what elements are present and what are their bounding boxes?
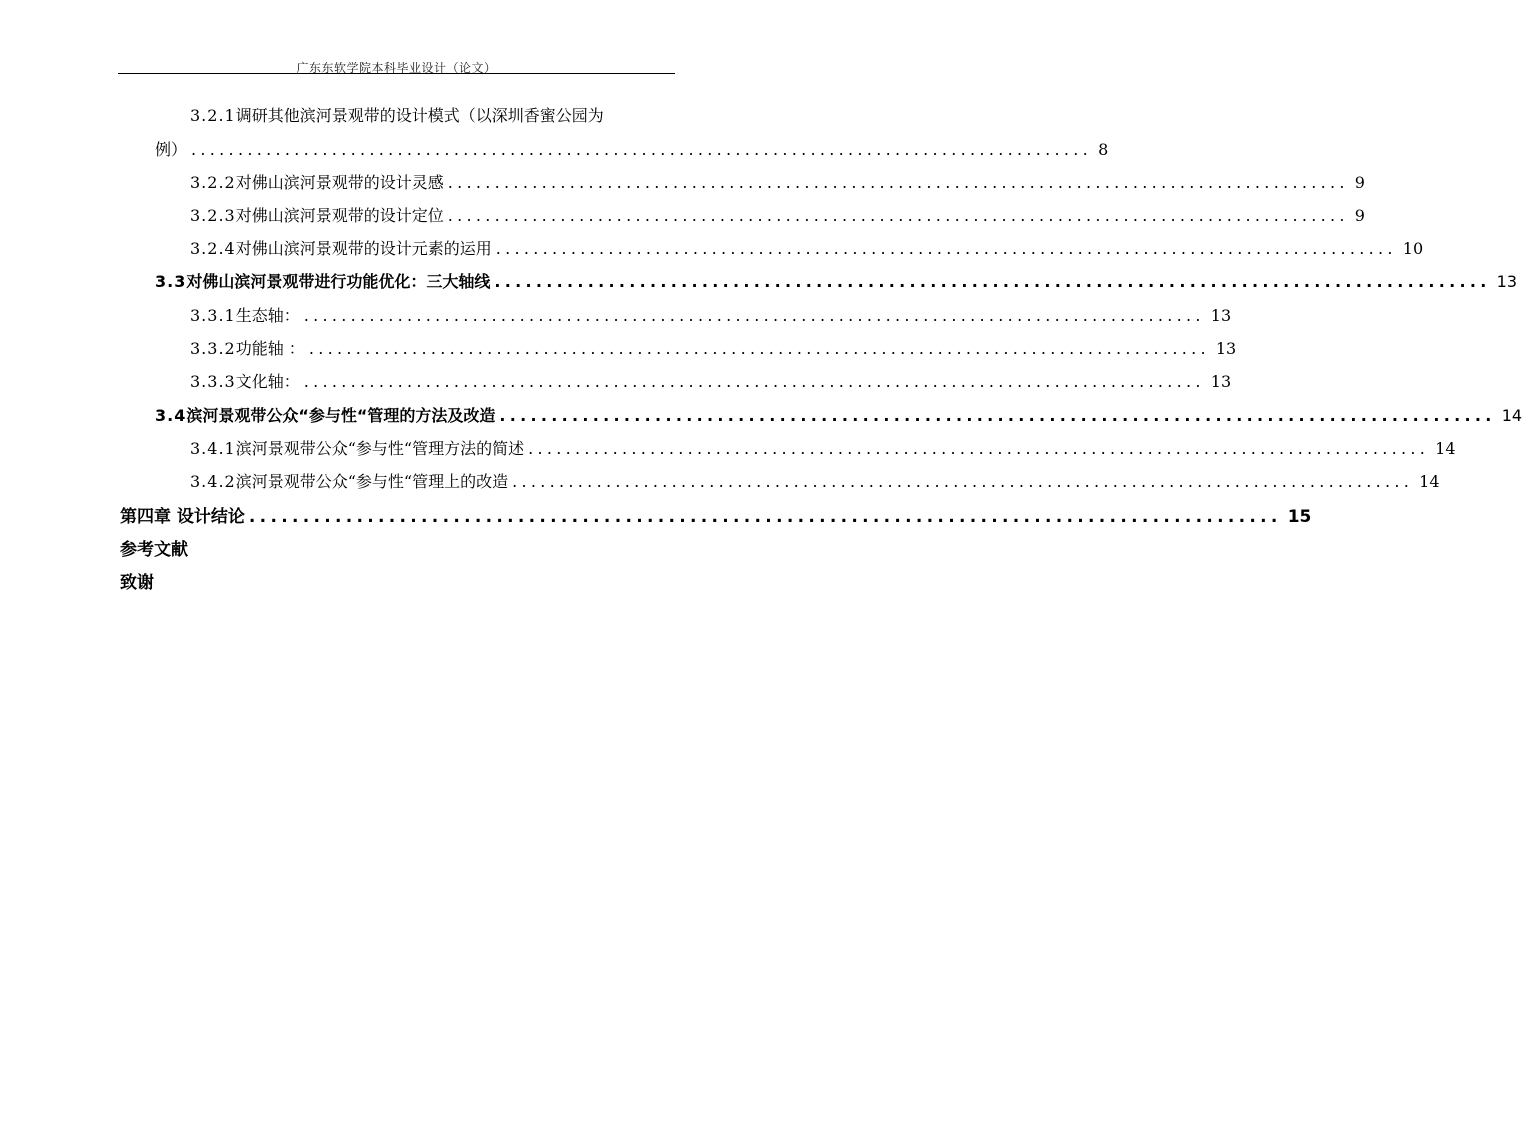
toc-entry-chapter-4[interactable]: [120, 506, 1312, 528]
toc-page-number: 14: [1419, 472, 1440, 491]
toc-entry-3-3-2[interactable]: [190, 338, 1237, 360]
toc-title: 对佛山滨河景观带的设计元素的运用: [235, 239, 492, 258]
toc-entry-3-4[interactable]: [155, 405, 1522, 427]
toc-number: 3.3: [155, 272, 187, 291]
toc-title: 调研其他滨河景观带的设计模式（以深圳香蜜公园为: [235, 106, 604, 125]
toc-entry-3-2-2[interactable]: [190, 172, 1365, 194]
toc-title-continued: 例）: [155, 140, 188, 159]
toc-entry-3-3[interactable]: [155, 271, 1518, 293]
toc-title: 功能轴 ：: [235, 339, 305, 358]
dot-leader: ................................................................................................: [499, 406, 1496, 425]
toc-title: 文化轴：: [235, 372, 300, 391]
toc-number: 3.4.2: [190, 472, 236, 491]
toc-title: 第四章 设计结论: [120, 507, 245, 527]
toc-page-number: 13: [1496, 272, 1518, 291]
toc-entry-3-4-2[interactable]: [190, 471, 1440, 493]
toc-title: 对佛山滨河景观带进行功能优化：三大轴线: [186, 272, 491, 291]
toc-page-number: 13: [1210, 372, 1232, 391]
toc-entry-3-3-3[interactable]: [190, 371, 1232, 393]
toc-title: 滨河景观带公众“参与性“管理的方法及改造: [186, 406, 496, 425]
toc-title: 滨河景观带公众“参与性“管理上的改造: [235, 472, 509, 491]
dot-leader: ................................................................................................: [303, 372, 1205, 391]
running-header: 广东东软学院本科毕业设计（论文）: [296, 61, 497, 75]
toc-number: 3.4.1: [190, 439, 236, 458]
toc-number: 3.2.2: [190, 173, 236, 192]
toc-title: 对佛山滨河景观带的设计定位: [235, 206, 444, 225]
dot-leader: ................................................................................................: [447, 173, 1349, 192]
toc-page-number: 13: [1210, 306, 1232, 325]
toc-page-number: 8: [1098, 140, 1109, 159]
toc-title: 生态轴：: [235, 306, 300, 325]
toc-number: 3.2.4: [190, 239, 236, 258]
dot-leader: ................................................................................................: [495, 239, 1397, 258]
toc-number: 3.2.3: [190, 206, 236, 225]
toc-page-number: 9: [1354, 173, 1365, 192]
toc-entry-3-2-1-line1[interactable]: [190, 105, 604, 127]
dot-leader: ................................................................................................: [308, 339, 1210, 358]
dot-leader: ................................................................................................: [303, 306, 1205, 325]
toc-number: 3.4: [155, 406, 187, 425]
toc-page-number: 10: [1402, 239, 1424, 258]
dot-leader: ................................................................................................: [191, 140, 1093, 159]
toc-entry-3-2-4[interactable]: [190, 238, 1424, 260]
toc-number: 3.3.3: [190, 372, 236, 391]
toc-entry-3-2-3[interactable]: [190, 205, 1365, 227]
toc-title: 滨河景观带公众“参与性“管理方法的简述: [235, 439, 525, 458]
dot-leader: ................................................................................................: [494, 272, 1491, 291]
toc-page-number: 14: [1501, 406, 1522, 425]
toc-page-number: 9: [1354, 206, 1365, 225]
dot-leader: ................................................................................................: [528, 439, 1430, 458]
dot-leader: ................................................................................................: [512, 472, 1414, 491]
toc-entry-3-2-1-line2[interactable]: [155, 139, 1109, 161]
toc-page-number: 14: [1435, 439, 1456, 458]
dot-leader: ................................................................................................: [248, 507, 1282, 527]
toc-page-number: 15: [1287, 507, 1312, 527]
dot-leader: ................................................................................................: [447, 206, 1349, 225]
header-rule: [118, 73, 675, 74]
toc-title: 对佛山滨河景观带的设计灵感: [235, 173, 444, 192]
toc-entry-3-3-1[interactable]: [190, 305, 1232, 327]
toc-entry-acknowledgements[interactable]: 致谢: [120, 573, 154, 593]
toc-entry-3-4-1[interactable]: [190, 438, 1456, 460]
toc-number: 3.3.1: [190, 306, 236, 325]
toc-entry-references[interactable]: 参考文献: [120, 540, 188, 560]
toc-number: 3.2.1: [190, 106, 236, 125]
toc-number: 3.3.2: [190, 339, 236, 358]
toc-page-number: 13: [1215, 339, 1237, 358]
